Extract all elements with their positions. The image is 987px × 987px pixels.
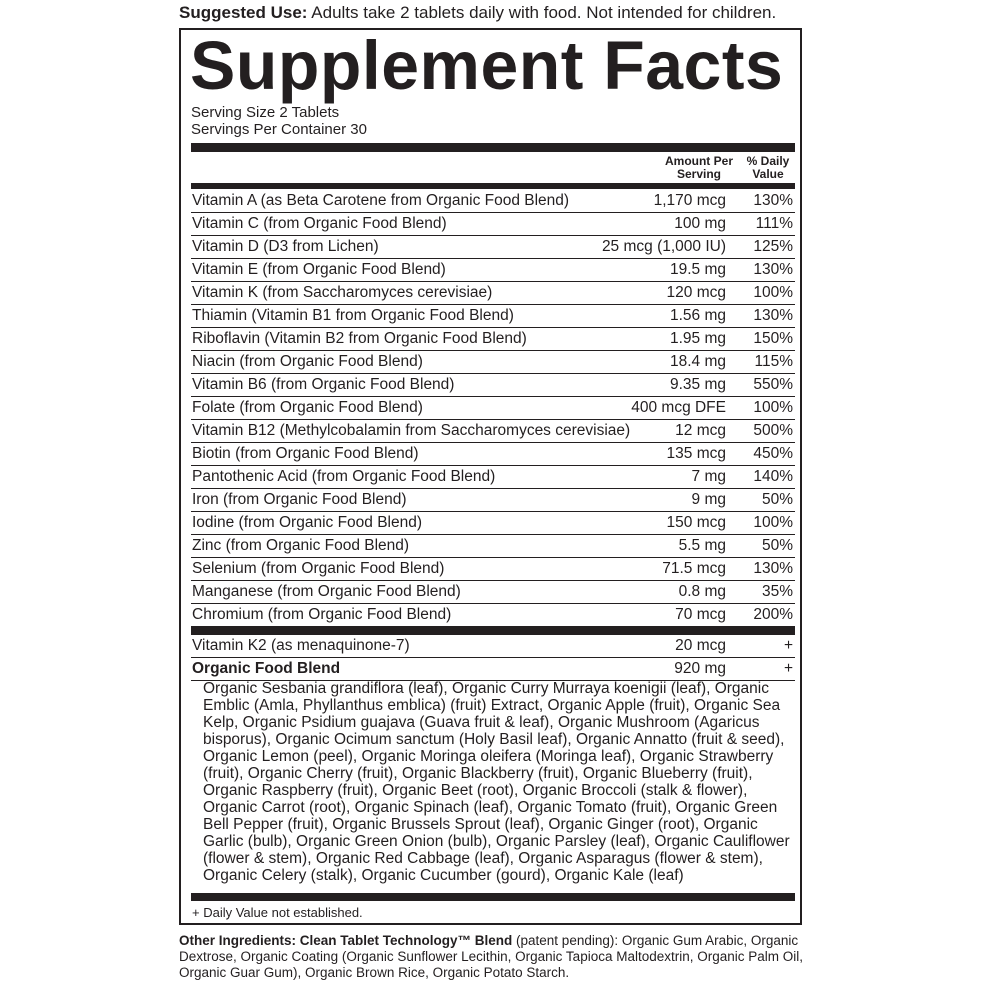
table-row [191,512,795,535]
footnote: + Daily Value not established. [192,905,363,920]
nutrient-name: Vitamin K2 (as menaquinone-7) [192,637,410,654]
nutrient-name: Selenium (from Organic Food Blend) [192,560,445,577]
nutrient-amount: 5.5 mg [678,537,726,554]
nutrient-amount: 1.95 mg [669,330,726,347]
nutrient-amount: 1.56 mg [669,307,726,324]
nutrient-daily-value: 50% [761,537,793,554]
nutrient-table [191,190,795,627]
nutrient-daily-value: 111% [755,215,793,232]
table-row [191,535,795,558]
nutrient-daily-value: 550% [753,376,793,393]
nutrient-daily-value: 115% [754,353,793,370]
nutrient-name: Biotin (from Organic Food Blend) [192,445,419,462]
nutrient-amount: 70 mcg [675,606,726,623]
nutrient-amount: 0.8 mg [678,583,726,600]
serving-size: Serving Size 2 Tablets [191,104,340,121]
nutrient-name: Vitamin B12 (Methylcobalamin from Saccharomyces cerevisiae) [192,422,631,439]
nutrient-daily-value: 35% [761,583,793,600]
nutrient-amount: 150 mcg [666,514,726,531]
extra-table [191,635,795,681]
table-row [191,466,795,489]
nutrient-name: Vitamin D (D3 from Lichen) [192,238,379,255]
nutrient-daily-value: 100% [753,284,793,301]
other-ingredients [179,933,809,981]
divider-mid [191,627,795,635]
nutrient-name: Riboflavin (Vitamin B2 from Organic Food Blend) [192,330,527,347]
nutrient-daily-value: 500% [753,422,793,439]
nutrient-amount: 20 mcg [675,637,726,654]
nutrient-name: Manganese (from Organic Food Blend) [192,583,461,600]
suggested-use [179,3,809,23]
nutrient-amount: 400 mcg DFE [631,399,726,416]
table-row [191,604,795,627]
table-row [191,351,795,374]
table-row [191,443,795,466]
panel-title: Supplement Facts [190,27,784,104]
nutrient-name: Niacin (from Organic Food Blend) [192,353,423,370]
nutrient-name: Vitamin E (from Organic Food Blend) [192,261,446,278]
nutrient-daily-value: 200% [753,606,793,623]
table-row [191,658,795,681]
nutrient-amount: 18.4 mg [669,353,726,370]
nutrient-name: Iodine (from Organic Food Blend) [192,514,423,531]
nutrient-name: Chromium (from Organic Food Blend) [192,606,452,623]
nutrient-daily-value: 130% [753,307,793,324]
table-row [191,489,795,512]
table-row [191,259,795,282]
nutrient-name: Folate (from Organic Food Blend) [192,399,423,416]
supplement-facts-panel [179,28,802,925]
nutrient-daily-value: 125% [753,238,793,255]
nutrient-daily-value: 100% [753,514,793,531]
nutrient-daily-value: 50% [761,491,793,508]
nutrient-name: Vitamin C (from Organic Food Blend) [192,215,447,232]
nutrient-name: Vitamin B6 (from Organic Food Blend) [192,376,455,393]
table-row [191,420,795,443]
nutrient-name: Thiamin (Vitamin B1 from Organic Food Blend) [192,307,514,324]
table-row [191,374,795,397]
nutrient-daily-value: 130% [753,261,793,278]
table-row [191,282,795,305]
table-row [191,635,795,658]
nutrient-name: Vitamin K (from Saccharomyces cerevisiae) [192,284,493,301]
nutrient-amount: 19.5 mg [669,261,726,278]
divider-header [191,183,795,189]
nutrient-amount: 135 mcg [666,445,726,462]
table-row [191,328,795,351]
nutrient-amount: 120 mcg [666,284,726,301]
nutrient-daily-value: + [783,637,793,654]
divider-bottom [191,893,795,901]
nutrient-amount: 12 mcg [675,422,726,439]
suggested-use-label: Suggested Use: [179,3,308,22]
nutrient-amount: 9.35 mg [669,376,726,393]
serving-info [191,104,367,138]
table-row [191,305,795,328]
nutrient-daily-value: 140% [753,468,793,485]
nutrient-name: Pantothenic Acid (from Organic Food Blend) [192,468,496,485]
nutrient-daily-value: 150% [753,330,793,347]
other-ingredients-label: Other Ingredients: Clean Tablet Technology™ Blend [179,933,513,948]
blend-ingredients: Organic Sesbania grandiflora (leaf), Organic Curry Murraya koenigii (leaf), Organic Emblic (Amla, Phyllanthus emblica) (fruit) Extract, Organic Apple (fruit), Organic Sea Kelp, Organic Psidium guajava (Guava fruit & leaf), Organic Mushroom (Agaricus bisporus), Organic Ocimum sanctum (Holy Basil leaf), Organic Annatto (fruit & seed), Organic Lemon (peel), Organic Moringa oleifera (Moringa leaf), Organic Strawberry (fruit), Organic Cherry (fruit), Organic Blackberry (fruit), Organic Blueberry (fruit), Organic Raspberry (fruit), Organic Beet (root), Organic Broccoli (stalk & flower), Organic Carrot (root), Organic Spinach (leaf), Organic Tomato (fruit), Organic Green Bell Pepper (fruit), Organic Brussels Sprout (leaf), Organic Ginger (root), Organic Garlic (bulb), Organic Green Onion (bulb), Organic Parsley (leaf), Organic Cauliflower (flower & stem), Organic Red Cabbage (leaf), Organic Asparagus (flower & stem), Organic Celery (stalk), Organic Cucumber (gourd), Organic Kale (leaf) [203,680,790,884]
nutrient-daily-value: 450% [753,445,793,462]
nutrient-name: Iron (from Organic Food Blend) [192,491,407,508]
nutrient-name: Vitamin A (as Beta Carotene from Organic Food Blend) [192,192,570,209]
nutrient-name: Organic Food Blend [192,660,341,677]
table-row [191,236,795,259]
nutrient-amount: 71.5 mcg [662,560,726,577]
nutrient-amount: 920 mg [674,660,726,677]
nutrient-daily-value: + [783,660,793,677]
table-row [191,558,795,581]
table-row [191,397,795,420]
header-amount: Amount Per Serving [664,154,733,181]
other-ingredients-text: (patent pending): Organic Gum Arabic, Organic Dextrose, Organic Coating (Organic Sunflower Lecithin, Organic Tapioca Maltodextrin, Organic Palm Oil, Organic Guar Gum), Organic Brown Rice, Organic Potato Starch. [179,933,804,980]
divider-thick-top [191,143,795,152]
servings-per-container: Servings Per Container 30 [191,121,367,138]
nutrient-amount: 100 mg [674,215,726,232]
nutrient-amount: 9 mg [691,491,726,508]
nutrient-name: Zinc (from Organic Food Blend) [192,537,410,554]
table-row [191,213,795,236]
table-row [191,190,795,213]
nutrient-amount: 7 mg [691,468,726,485]
nutrient-daily-value: 100% [753,399,793,416]
nutrient-daily-value: 130% [753,560,793,577]
nutrient-amount: 25 mcg (1,000 IU) [601,238,726,255]
header-daily-value: % Daily Value [746,154,790,181]
nutrient-amount: 1,170 mcg [653,192,726,209]
suggested-use-text: Adults take 2 tablets daily with food. Not intended for children. [307,3,777,22]
table-row [191,581,795,604]
nutrient-daily-value: 130% [753,192,793,209]
